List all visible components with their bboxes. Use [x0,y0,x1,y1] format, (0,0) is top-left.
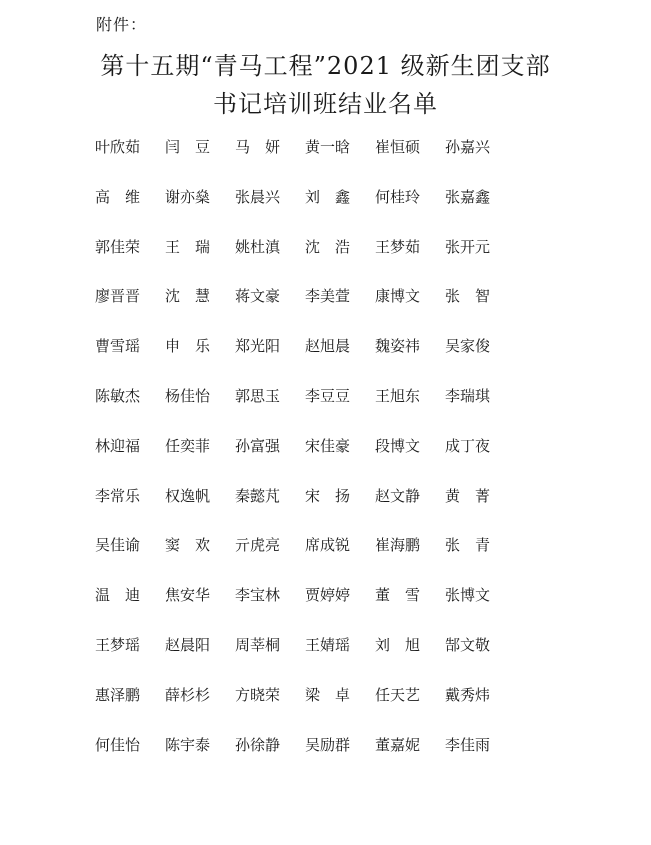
graduate-name: 申 乐 [165,337,211,356]
graduate-name: 惠泽鹏 [95,685,141,704]
name-row [95,236,515,286]
graduate-name: 何桂玲 [375,187,421,206]
graduate-name: 孙徐静 [235,735,281,754]
graduate-name: 周莘桐 [235,635,281,654]
name-row [95,534,515,584]
attachment-label: 附件： [96,15,148,34]
graduate-name: 姚杜滇 [235,237,281,256]
graduate-name: 亓虎亮 [235,536,281,555]
graduate-name: 李瑞琪 [445,386,491,405]
graduate-name: 张开元 [445,237,491,256]
graduate-name: 闫 豆 [165,138,211,156]
graduate-name: 张 智 [445,287,491,306]
graduate-name: 任奕菲 [165,436,211,455]
name-row [95,634,515,684]
graduate-name: 王梦茹 [375,237,421,256]
graduate-name: 王梦瑶 [95,635,141,654]
graduate-name: 杨佳怡 [165,386,211,405]
name-row [95,335,515,385]
graduate-name: 温 迪 [95,586,141,605]
graduate-name: 高 维 [95,187,141,206]
graduate-name: 张博文 [445,586,491,605]
graduate-name: 曹雪瑶 [95,337,141,356]
graduate-name: 叶欣茹 [95,138,141,156]
graduate-name: 王婧瑶 [305,635,351,654]
graduate-name: 吴佳谕 [95,536,141,555]
graduate-name: 陈敏杰 [95,386,141,405]
name-row [95,684,515,734]
graduate-name: 薛杉杉 [165,685,211,704]
graduate-name: 沈 慧 [165,287,211,306]
graduate-name: 张晨兴 [235,187,281,206]
name-row [95,435,515,485]
graduate-name: 权逸帆 [165,486,211,505]
graduate-name: 崔恒硕 [375,138,421,156]
graduate-name: 贾婷婷 [305,586,351,605]
graduate-name: 陈宇泰 [165,735,211,754]
name-row [95,136,515,186]
graduate-name: 李美萱 [305,287,351,306]
graduate-name: 董 雪 [375,586,421,605]
graduate-name: 李宝林 [235,586,281,605]
graduate-name: 孙富强 [235,436,281,455]
graduate-name: 刘 鑫 [305,187,351,206]
graduate-name: 吴励群 [305,735,351,754]
graduate-name: 康博文 [375,287,421,306]
graduate-name-list [95,136,515,783]
graduate-name: 郑光阳 [235,337,281,356]
graduate-name: 赵旭晨 [305,337,351,356]
graduate-name: 蒋文豪 [235,287,281,306]
graduate-name: 赵晨阳 [165,635,211,654]
document-title-line-2: 书记培训班结业名单 [213,90,438,118]
graduate-name: 郭思玉 [235,386,281,405]
graduate-name: 李豆豆 [305,386,351,405]
graduate-name: 梁 卓 [305,685,351,704]
name-row [95,186,515,236]
graduate-name: 郜文敬 [445,635,491,654]
graduate-name: 谢亦燊 [165,187,211,206]
graduate-name: 崔海鹏 [375,536,421,555]
graduate-name: 马 妍 [235,138,281,156]
graduate-name: 焦安华 [165,586,211,605]
name-row [95,584,515,634]
graduate-name: 孙嘉兴 [445,138,491,156]
graduate-name: 何佳怡 [95,735,141,754]
graduate-name: 李佳雨 [445,735,491,754]
graduate-name: 郭佳荣 [95,237,141,256]
graduate-name: 魏姿祎 [375,337,421,356]
graduate-name: 沈 浩 [305,237,351,256]
graduate-name: 段博文 [375,436,421,455]
graduate-name: 黄一晗 [305,138,351,156]
graduate-name: 董嘉妮 [375,735,421,754]
graduate-name: 王 瑞 [165,237,211,256]
graduate-name: 赵文静 [375,486,421,505]
graduate-name: 王旭东 [375,386,421,405]
name-row [95,385,515,435]
name-row [95,485,515,535]
graduate-name: 林迎福 [95,436,141,455]
graduate-name: 吴家俊 [445,337,491,356]
graduate-name: 方晓荣 [235,685,281,704]
graduate-name: 李常乐 [95,486,141,505]
graduate-name: 张 青 [445,536,491,555]
document-title-line-1: 第十五期“青马工程”2021 级新生团支部 [100,52,551,80]
graduate-name: 窦 欢 [165,536,211,555]
graduate-name: 张嘉鑫 [445,187,491,206]
graduate-name: 黄 菁 [445,486,491,505]
graduate-name: 成丁夜 [445,436,491,455]
graduate-name: 任天艺 [375,685,421,704]
graduate-name: 秦懿芃 [235,486,281,505]
graduate-name: 宋 扬 [305,486,351,505]
name-row [95,734,515,784]
graduate-name: 宋佳豪 [305,436,351,455]
graduate-name: 刘 旭 [375,635,421,654]
graduate-name: 戴秀炜 [445,685,491,704]
name-row [95,285,515,335]
graduate-name: 席成锐 [305,536,351,555]
graduate-name: 廖晋晋 [95,287,141,306]
